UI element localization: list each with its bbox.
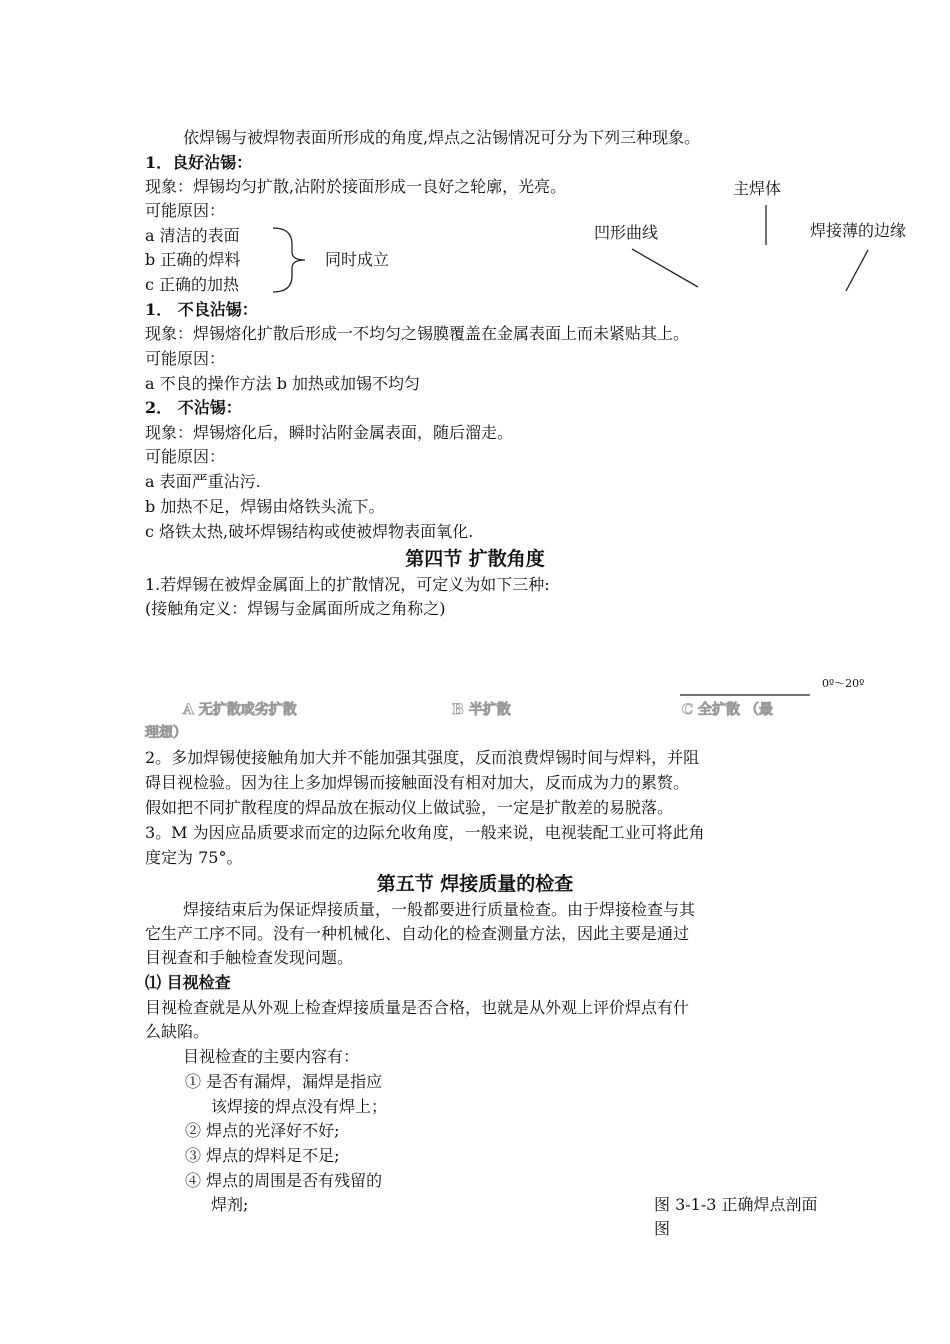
para3-line2: 度定为 75°。 xyxy=(145,848,243,867)
none-cause-b: b 加热不足，焊锡由烙铁头流下。 xyxy=(145,497,385,516)
label-thin-edge: 焊接薄的边缘 xyxy=(810,221,907,240)
brace-note: 同时成立 xyxy=(325,250,390,269)
para3-line1: 3。M 为因应品质要求而定的边际允收角度，一般来说，电视装配工业可将此角 xyxy=(145,823,705,842)
none-heading: 2． 不沾锡： xyxy=(145,398,242,417)
visual-check-heading: ⑴ 目视检查 xyxy=(145,973,231,992)
option-a: A 无扩散或劣扩散 xyxy=(183,702,297,718)
bad-heading: 1． 不良沾锡： xyxy=(145,300,258,319)
list-item: ① 是否有漏焊，漏焊是指应 xyxy=(185,1072,383,1091)
none-cause-c: c 烙铁太热,破坏焊锡结构或使被焊物表面氧化. xyxy=(145,522,474,541)
s5-para2-line1: 目视检查就是从外观上检查焊接质量是否合格，也就是从外观上评价焊点有什 xyxy=(145,998,690,1017)
s5-para1-line3: 目视查和手触检查发现问题。 xyxy=(145,948,354,967)
bad-causes-label: 可能原因： xyxy=(145,349,226,368)
good-cause-a: a 清洁的表面 xyxy=(145,226,240,245)
good-phenomenon: 现象：焊锡均匀扩散,沾附於接面形成一良好之轮廓，光亮。 xyxy=(145,177,567,196)
list-item: ② 焊点的光泽好不好; xyxy=(185,1121,340,1140)
section4-line1: 1.若焊锡在被焊金属面上的扩散情况，可定义为如下三种: xyxy=(145,575,550,594)
s5-para1-line1: 焊接结束后为保证焊接质量，一般都要进行质量检查。由于焊接检查与其 xyxy=(183,900,696,919)
para2-line3: 假如把不同扩散程度的焊品放在振动仪上做试验，一定是扩散差的易脱落。 xyxy=(145,798,674,817)
good-heading: 1．良好沾锡： xyxy=(145,153,253,172)
s5-para1-line2: 它生产工序不同。没有一种机械化、自动化的检查测量方法，因此主要是通过 xyxy=(145,924,690,943)
angle-range: 0º～20º xyxy=(822,677,865,690)
none-cause-a: a 表面严重沾污. xyxy=(145,472,261,491)
section4-line2: (接触角定义：焊锡与金属面所成之角称之) xyxy=(145,599,446,618)
list-item: 焊剂; xyxy=(211,1195,249,1214)
good-cause-c: c 正确的加热 xyxy=(145,275,240,294)
bad-phenomenon: 现象：焊锡熔化扩散后形成一不均匀之锡膜覆盖在金属表面上而未紧贴其上。 xyxy=(145,324,690,343)
figure-caption: 图 3-1-3 正确焊点剖面 xyxy=(654,1195,818,1214)
section4-title: 第四节 扩散角度 xyxy=(405,548,545,570)
section5-title: 第五节 焊接质量的检查 xyxy=(376,873,574,895)
list-item: ③ 焊点的焊料足不足; xyxy=(185,1146,340,1165)
option-c-cont: 理想） xyxy=(145,725,187,741)
intro-text: 依焊锡与被焊物表面所形成的角度,焊点之沾锡情况可分为下列三种现象。 xyxy=(183,128,701,147)
option-b: B 半扩散 xyxy=(452,702,511,718)
s5-para2-line2: 么缺陷。 xyxy=(145,1022,210,1041)
option-c: C 全扩散 （最 xyxy=(682,702,773,718)
leader-line-concave xyxy=(632,249,698,287)
bad-causes: a 不良的操作方法 b 加热或加锡不均匀 xyxy=(145,374,421,393)
none-phenomenon: 现象：焊锡熔化后，瞬时沾附金属表面，随后溜走。 xyxy=(145,423,514,442)
none-causes-label: 可能原因： xyxy=(145,447,226,466)
good-cause-b: b 正确的焊料 xyxy=(145,250,241,269)
good-causes-label: 可能原因： xyxy=(145,201,226,220)
list-item: ④ 焊点的周围是否有残留的 xyxy=(185,1171,383,1190)
leader-line-edge xyxy=(846,250,868,291)
figure-caption-cont: 图 xyxy=(654,1219,671,1238)
list-intro: 目视检查的主要内容有： xyxy=(183,1047,360,1066)
para2-line2: 碍目视检验。因为往上多加焊锡而接触面没有相对加大，反而成为力的累赘。 xyxy=(145,773,690,792)
curly-brace xyxy=(273,228,305,292)
list-item: 该焊接的焊点没有焊上； xyxy=(211,1097,388,1116)
label-main-body: 主焊体 xyxy=(733,179,782,198)
para2-line1: 2。多加焊锡使接触角加大并不能加强其强度，反而浪费焊锡时间与焊料，并阻 xyxy=(145,748,700,767)
label-concave: 凹形曲线 xyxy=(594,223,659,242)
